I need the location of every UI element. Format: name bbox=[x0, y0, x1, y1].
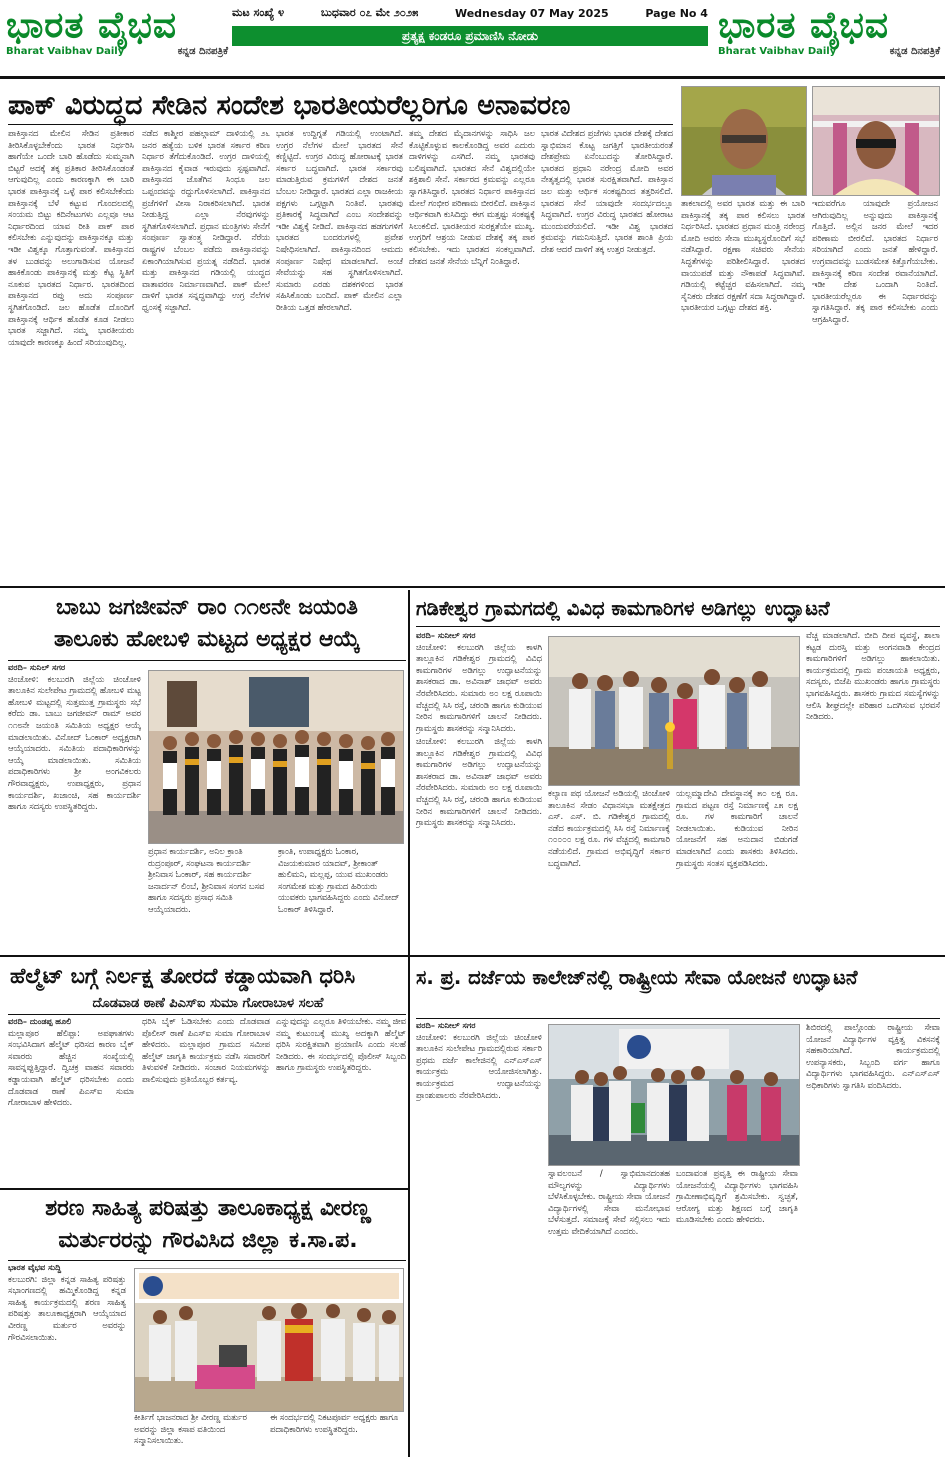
newspaper-subtitle-en: Bharat Vaibhav Daily bbox=[6, 46, 125, 57]
article5-byline: ಭಾರತ ವೈಭವ ಸುದ್ದಿ bbox=[8, 1262, 62, 1272]
article3-headline: ಗಡಿಕೇಶ್ವರ ಗ್ರಾಮಗದಲ್ಲಿ ವಿವಿಧ ಕಾಮಗಾರಿಗಳ ಅಡಿಗಲ್ಲು ಉದ್ಘಾಟನೆ bbox=[416, 597, 830, 620]
newspaper-subtitle-kn-right: ಕನ್ನಡ ದಿನಪತ್ರಿಕೆ bbox=[889, 46, 940, 57]
article5-underline bbox=[8, 1260, 406, 1261]
article6-body-mid1: ಸ್ವಾವಲಂಬನೆ / ಸ್ವಾಭಿಮಾನದಂತಹ ಮೌಲ್ಯಗಳನ್ನು ವಿದ್ಯಾರ್ಥಿಗಳು ಬೆಳೆಸಿಕೊಳ್ಳಬೇಕು. ರಾಷ್ಟ್ರೀಯ ಸೇವಾ ಯೋಜನೆ ವಿದ್ಯಾರ್ಥಿಗಳಲ್ಲಿ ಸೇವಾ ಮನೋಭಾವ ಬೆಳೆಸುತ್ತದೆ. ಸಮಾಜಕ್ಕೆ ಸೇವೆ ಸಲ್ಲಿಸಲು ಇದು ಉತ್ತಮ ವೇದಿಕೆಯಾಗಿದೆ ಎಂದರು. bbox=[548, 1168, 670, 1236]
date-english: Wednesday 07 May 2025 bbox=[454, 6, 609, 20]
date-kannada: ಬುಧವಾರ ೦೭ ಮೇ ೨೦೨೫ bbox=[320, 6, 419, 19]
article4-col1-text: ಮಲ್ಲಾಪೂರ ಹೆಲಿಪ್ಪಾ: ಅಪಘಾತಗಳು ಸಂಭವಿಸಿದಾಗ ಹೆಲ್ಮೆಟ್ ಧರಿಸದ ಕಾರಣ ಬೈಕ್ ಸವಾರರು ಹೆಚ್ಚಿನ ಸಂಖ್ಯೆಯಲ್ಲಿ ಸಾವನ್ನಪ್ಪುತ್ತಿದ್ದಾರೆ. ದ್ವಿಚಕ್ರ ವಾಹನ ಸವಾರರು ಕಡ್ಡಾಯವಾಗಿ ಹೆಲ್ಮೆಟ್ ಧರಿಸಬೇಕು ಎಂದು ದೊಡವಾಡ ಠಾಣೆ ಪಿಎಸ್ಐ ಸುಮಾ ಗೋರಾಬಾಳ ಹೇಳಿದರು. bbox=[8, 1027, 134, 1108]
article2-byline: ವರದಿ– ಸುನಿಲ್ ಸಗರ bbox=[8, 662, 66, 672]
article5-headline-line2: ಮರ್ತುರರನ್ನು ಗೌರವಿಸಿದ ಜಿಲ್ಲಾ ಕ.ಸಾ.ಪ. bbox=[58, 1228, 358, 1253]
article6-body-right: ಶಿಬಿರದಲ್ಲಿ ಪಾಲ್ಗೊಂಡು ರಾಷ್ಟ್ರೀಯ ಸೇವಾ ಯೋಜನೆ ವಿದ್ಯಾರ್ಥಿಗಳ ವ್ಯಕ್ತಿತ್ವ ವಿಕಸನಕ್ಕೆ ಸಹಕಾರಿಯಾಗಿದೆ. ಕಾರ್ಯಕ್ರಮದಲ್ಲಿ ಉಪನ್ಯಾಸಕರು, ಸಿಬ್ಬಂದಿ ವರ್ಗ ಹಾಗೂ ವಿದ್ಯಾರ್ಥಿಗಳು ಭಾಗವಹಿಸಿದ್ದರು. ಎನ್ಎಸ್ಎಸ್ ಅಧಿಕಾರಿಗಳು ಸ್ವಾಗತಿಸಿ ವಂದಿಸಿದರು. bbox=[806, 1022, 940, 1090]
article2-body bbox=[8, 662, 141, 948]
article5-body-text: ಕಲಬುರಗಿ: ಜಿಲ್ಲಾ ಕನ್ನಡ ಸಾಹಿತ್ಯ ಪರಿಷತ್ತು ಸಭಾಂಗಣದಲ್ಲಿ ಹಮ್ಮಿಕೊಂಡಿದ್ದ ಕನ್ನಡ ಸಾಹಿತ್ಯ ಕಾರ್ಯಕ್ರಮದಲ್ಲಿ ಶರಣ ಸಾಹಿತ್ಯ ಪರಿಷತ್ತು ತಾಲೂಕಾಧ್ಯಕ್ಷರಾಗಿ ಆಯ್ಕೆಯಾದ ವೀರಣ್ಣ ಮರ್ತುರ ಅವರನ್ನು ಗೌರವಿಸಲಾಯಿತು. bbox=[8, 1273, 126, 1342]
newspaper-title-right: ಭಾರತ ವೈಭವ bbox=[718, 4, 889, 46]
tagline-band: ಪ್ರತ್ಯಕ್ಷ ಕಂಡರೂ ಪ್ರಮಾಣಿಸಿ ನೋಡು bbox=[232, 26, 708, 46]
article3-body-right: ವೆಚ್ಚ ಮಾಡಲಾಗಿದೆ. ಬೀದಿ ದೀಪ ವ್ಯವಸ್ಥೆ, ಶಾಲಾ ಕಟ್ಟಡ ದುರಸ್ತಿ ಮತ್ತು ಅಂಗನವಾಡಿ ಕೇಂದ್ರದ ಕಾಮಗಾರಿಗಳಿಗೆ ಅಡಿಗಲ್ಲು ಹಾಕಲಾಯಿತು. ಕಾರ್ಯಕ್ರಮದಲ್ಲಿ ಗ್ರಾಮ ಪಂಚಾಯತಿ ಅಧ್ಯಕ್ಷರು, ಸದಸ್ಯರು, ಬಿಜೆಪಿ ಮುಖಂಡರು ಹಾಗೂ ಗ್ರಾಮಸ್ಥರು ಭಾಗವಹಿಸಿದ್ದರು. ಶಾಸಕರು ಗ್ರಾಮದ ಸಮಸ್ಯೆಗಳನ್ನು ಆಲಿಸಿ ಶೀಘ್ರದಲ್ಲೇ ಪರಿಹಾರ ಒದಗಿಸುವ ಭರವಸೆ ನೀಡಿದರು. bbox=[806, 630, 940, 722]
page-number: Page No 4 bbox=[645, 6, 708, 20]
article1-headline: ಪಾಕ್ ವಿರುದ್ಧದ ಸೇಡಿನ ಸಂದೇಶ ಭಾರತೀಯರೆಲ್ಲರಿಗೂ ಅನಾವರಣ bbox=[8, 90, 571, 121]
article3-byline: ವರದಿ– ಸುನೀಲ್ ಸಗರ bbox=[416, 630, 476, 640]
article2-underline bbox=[8, 660, 406, 661]
article4-col3: ಎನ್ನುವುದನ್ನು ಎಲ್ಲರೂ ತಿಳಿಯಬೇಕು. ನಮ್ಮ ಜೀವ ನಮ್ಮ ಕುಟುಂಬಕ್ಕೆ ಮುಖ್ಯ ಅದಕ್ಕಾಗಿ ಹೆಲ್ಮೆಟ್ ಧರಿಸಿ ಸುರಕ್ಷಿತವಾಗಿ ಪ್ರಯಾಣಿಸಿ ಎಂದು ಸಲಹೆ ನೀಡಿದರು. ಈ ಸಂದರ್ಭದಲ್ಲಿ ಪೊಲೀಸ್ ಸಿಬ್ಬಂದಿ ಹಾಗೂ ಗ್ರಾಮಸ್ಥರು ಉಪಸ್ಥಿತರಿದ್ದರು. bbox=[276, 1016, 406, 1073]
article2-headline-line1: ಬಾಬು ಜಗಜೀವನ್ ರಾಂ ೧೧೮ನೇ ಜಯಂತಿ bbox=[56, 595, 358, 620]
article1-col4: ತಮ್ಮ ದೇಶದ ಮೈದಾನಗಳನ್ನು ಸಾಧಿಸಿ ಜಲ ಕೊಟ್ಟಿಕೊಳ್ಳುವ ಕಾಲಕೊಂಡಿದ್ದ ಅವರ ಎದುರು ದಾಳಿಗಳನ್ನು ಎಸಗಿದೆ. ನಮ್ಮ ಭಾರತವು ಬಲಿಷ್ಠವಾಗಿದೆ. ಭಾರತದ ಸೇನೆ ವಿಶ್ವದಲ್ಲಿಯೇ ಶಕ್ತಿಶಾಲಿ ಸೇನೆ. ಸರ್ಕಾರದ ಕ್ರಮವನ್ನು ಎಲ್ಲರೂ ಸ್ವಾಗತಿಸಿದ್ದಾರೆ. ಭಾರತದ ನಿರ್ಧಾರ ಪಾಕಿಸ್ತಾನದ ಮೇಲೆ ಗಂಭೀರ ಪರಿಣಾಮ ಬೀರಲಿದೆ. ಪಾಕಿಸ್ತಾನ ಆರ್ಥಿಕವಾಗಿ ಕುಸಿದಿದ್ದು ಈಗ ಮತ್ತಷ್ಟು ಸಂಕಷ್ಟಕ್ಕೆ ಸಿಲುಕಲಿದೆ. ಭಾರತೀಯರ ಸುರಕ್ಷತೆಯೇ ಮುಖ್ಯ. ಉಗ್ರರಿಗೆ ಆಶ್ರಯ ನೀಡುವ ದೇಶಕ್ಕೆ ತಕ್ಕ ಪಾಠ ಕಲಿಸಬೇಕು. ಇದು ಭಾರತದ ಸಂಕಲ್ಪವಾಗಿದೆ. ದೇಶದ ಜನತೆ ಸೇನೆಯ ಬೆನ್ನಿಗೆ ನಿಂತಿದ್ದಾರೆ. bbox=[409, 128, 535, 266]
article2-caption-col1: ಪ್ರಧಾನ ಕಾರ್ಯದರ್ಶಿ, ಅನಿಲ ಕ್ರಾಂತಿ ರುದ್ರಂಪೂರ್, ಸಂಘಟನಾ ಕಾರ್ಯದರ್ಶಿ ಶ್ರೀನಿವಾಸ ಓಂಕಾರ್, ಸಹ ಕಾರ್ಯದರ್ಶಿ ಜನಾರ್ದನ್ ಲಿಂಬೆ, ಶ್ರೀನಿವಾಸ ಸಂಗನ ಬಸವ ಹಾಗೂ ಸದಸ್ಯರು ಪ್ರಸಾಧ ಸಮಿತಿ ಆಯ್ಕೆಯಾದರು. bbox=[148, 846, 265, 914]
article4-subhead: ದೊಡವಾಡ ಠಾಣೆ ಪಿಎಸ್ಐ ಸುಮಾ ಗೋರಾಬಾಳ ಸಲಹೆ bbox=[92, 996, 324, 1011]
masthead-logo-left bbox=[6, 4, 228, 74]
masthead-logo-right bbox=[718, 4, 940, 74]
article1-underline bbox=[8, 124, 673, 125]
article3-body-left-cont: ಚಿಂಚೋಳಿ: ಕಲಬುರಗಿ ಜಿಲ್ಲೆಯ ಕಾಳಗಿ ತಾಲ್ಲೂಕಿನ ಗಡಿಕೇಶ್ವರ ಗ್ರಾಮದಲ್ಲಿ ವಿವಿಧ ಕಾಮಗಾರಿಗಳ ಅಡಿಗಲ್ಲು ಉದ್ಘಾಟನೆಯನ್ನು ಶಾಸಕರಾದ ಡಾ. ಅವಿನಾಶ್ ಜಾಧವ್ ಅವರು ನೆರವೇರಿಸಿದರು. ಸುಮಾರು ೮೦ ಲಕ್ಷ ರೂಪಾಯಿ ವೆಚ್ಚದಲ್ಲಿ ಸಿಸಿ ರಸ್ತೆ, ಚರಂಡಿ ಹಾಗೂ ಕುಡಿಯುವ ನೀರಿನ ಕಾಮಗಾರಿಗಳಿಗೆ ಚಾಲನೆ ನೀಡಿದರು. ಗ್ರಾಮಸ್ಥರು ಶಾಸಕರನ್ನು ಸನ್ಮಾನಿಸಿದರು. bbox=[416, 736, 542, 828]
newspaper-title: ಭಾರತ ವೈಭವ bbox=[6, 4, 177, 46]
vertical-divider-2 bbox=[408, 957, 410, 1457]
article3-body-mid2: ಯಲ್ಲಮ್ಮಾದೇವಿ ದೇವಸ್ಥಾನಕ್ಕೆ ೫೦ ಲಕ್ಷ ರೂ. ಗ್ರಾಮದ ಪಟ್ಟಣ ರಸ್ತೆ ನಿರ್ಮಾಣಕ್ಕೆ ೭೫ ಲಕ್ಷ ರೂ. ಗಳ ಕಾಮಗಾರಿಗೆ ಚಾಲನೆ ನೀಡಲಾಯಿತು. ಕುಡಿಯುವ ನೀರಿನ ಯೋಜನೆಗೆ ಸಹ ಅನುದಾನ ಬಿಡುಗಡೆ ಮಾಡಲಾಗಿದೆ ಎಂದು ಶಾಸಕರು ತಿಳಿಸಿದರು. ಗ್ರಾಮಸ್ಥರು ಸಂತಸ ವ್ಯಕ್ತಪಡಿಸಿದರು. bbox=[676, 788, 798, 868]
article6-headline: ಸ. ಪ್ರ. ದರ್ಜೆಯ ಕಾಲೇಜ್‌ನಲ್ಲಿ ರಾಷ್ಟ್ರೀಯ ಸೇವಾ ಯೋಜನೆ ಉದ್ಘಾಟನೆ bbox=[416, 966, 858, 989]
article1-col5: ಭಾರತ ವಿದೇಶದ ಪ್ರಜೆಗಳು ಭಾರತ ದೇಶಕ್ಕೆ ದೇಶದ ಸ್ವಾಭಿಮಾನ ಕೊಟ್ಟ ಜಗತ್ತಿಗೆ ಭಾರತೀಯರಂತೆ ದೇಶಪ್ರೇಮ ಏನೆಂಬುದನ್ನು ತೋರಿಸಿದ್ದಾರೆ. ಭಾರತದ ಪ್ರಧಾನಿ ನರೇಂದ್ರ ಮೋದಿ ಅವರ ನೇತೃತ್ವದಲ್ಲಿ ಭಾರತ ಸುರಕ್ಷಿತವಾಗಿದೆ. ಪಾಕಿಸ್ತಾನ ಜಲ ಮತ್ತು ಆರ್ಥಿಕ ಸಂಕಷ್ಟದಿಂದ ತತ್ತರಿಸಲಿದೆ. ಭಾರತದ ಸೇನೆ ಯಾವುದೇ ಸಂದರ್ಭದಲ್ಲೂ ಸಿದ್ಧವಾಗಿದೆ. ಉಗ್ರರ ವಿರುದ್ಧ ಭಾರತದ ಹೋರಾಟ ಮುಂದುವರೆಯಲಿದೆ. ಇಡೀ ವಿಶ್ವ ಭಾರತದ ಕ್ರಮವನ್ನು ಗಮನಿಸುತ್ತಿದೆ. ಭಾರತ ಶಾಂತಿ ಪ್ರಿಯ ದೇಶ ಆದರೆ ದಾಳಿಗೆ ತಕ್ಕ ಉತ್ತರ ನೀಡುತ್ತದೆ. bbox=[541, 128, 673, 254]
article6-body-left-text: ಚಿಂಚೋಳಿ: ಕಲಬುರಗಿ ಜಿಲ್ಲೆಯ ಚಿಂಚೋಳಿ ತಾಲೂಕಿನ ಸುಲೇಪೇಟ ಗ್ರಾಮದಲ್ಲಿರುವ ಸರ್ಕಾರಿ ಪ್ರಥಮ ದರ್ಜೆ ಕಾಲೇಜಿನಲ್ಲಿ ಎನ್ಎಸ್ಎಸ್ ಕಾರ್ಯಕ್ರಮ ಆಯೋಜಿಸಲಾಗಿತ್ತು. ಕಾರ್ಯಕ್ರಮದ ಉದ್ಘಾಟನೆಯನ್ನು ಪ್ರಾಂಶುಪಾಲರು ನೆರವೇರಿಸಿದರು. bbox=[416, 1031, 542, 1100]
article1-col3: ಭಾರತ ಉದ್ದಿಗ್ನತೆ ಗಡಿಯಲ್ಲಿ ಉಂಟಾಗಿದೆ. ಉಗ್ರರ ನೆಲೆಗಳ ಮೇಲೆ ಭಾರತದ ಸೇನೆ ಕಣ್ಣಿಟ್ಟಿದೆ. ಉಗ್ರರ ವಿರುದ್ಧ ಹೋರಾಟಕ್ಕೆ ಭಾರತ ಸರ್ಕಾರ ಬದ್ಧವಾಗಿದೆ. ಭಾರತ ಸರ್ಕಾರವು ಮಾಡುತ್ತಿರುವ ಕ್ರಮಗಳಿಗೆ ದೇಶದ ಜನತೆ ಬೆಂಬಲ ನೀಡಿದ್ದಾರೆ. ಭಾರತದ ಎಲ್ಲಾ ರಾಜಕೀಯ ಪಕ್ಷಗಳು ಒಗ್ಗಟ್ಟಾಗಿ ನಿಂತಿವೆ. ಭಾರತವು ಪ್ರತಿಕಾರಕ್ಕೆ ಸಿದ್ಧವಾಗಿದೆ ಎಂಬ ಸಂದೇಶವನ್ನು ಇಡೀ ವಿಶ್ವಕ್ಕೆ ನೀಡಿದೆ. ಪಾಕಿಸ್ತಾನದ ಹಡಗುಗಳಿಗೆ ಭಾರತದ ಬಂದರುಗಳಲ್ಲಿ ಪ್ರವೇಶ ನಿಷೇಧಿಸಲಾಗಿದೆ. ಪಾಕಿಸ್ತಾನದಿಂದ ಆಮದು ಸಂಪೂರ್ಣ ನಿಷೇಧ ಮಾಡಲಾಗಿದೆ. ಅಂಚೆ ಸೇವೆಯನ್ನು ಸಹ ಸ್ಥಗಿತಗೊಳಿಸಲಾಗಿದೆ. ಸುಮಾರು ಎರಡು ದಶಕಗಳಿಂದ ಭಾರತ ಸಹಿಸಿಕೊಂಡು ಬಂದಿದೆ. ಪಾಕ್ ಮೇಲಿನ ಎಲ್ಲಾ ರೀತಿಯ ಒತ್ತಡ ಹೇರಲಾಗಿದೆ. bbox=[276, 128, 403, 312]
article5-body bbox=[8, 1262, 126, 1456]
article4-underline bbox=[8, 1014, 406, 1015]
vertical-divider-1 bbox=[408, 590, 410, 955]
article6-body-mid2: ಬಂದಾವಂತ ಪ್ರವೃತ್ತಿ ಈ ರಾಷ್ಟ್ರೀಯ ಸೇವಾ ಯೋಜನೆಯಲ್ಲಿ ವಿದ್ಯಾರ್ಥಿಗಳು ಭಾಗವಹಿಸಿ ಗ್ರಾಮೀಣಾಭಿವೃದ್ಧಿಗೆ ಶ್ರಮಿಸಬೇಕು. ಸ್ವಚ್ಛತೆ, ಆರೋಗ್ಯ ಮತ್ತು ಶಿಕ್ಷಣದ ಬಗ್ಗೆ ಜಾಗೃತಿ ಮೂಡಿಸಬೇಕು ಎಂದು ಹೇಳಿದರು. bbox=[676, 1168, 798, 1225]
article3-body-left-text: ಚಿಂಚೋಳಿ: ಕಲಬುರಗಿ ಜಿಲ್ಲೆಯ ಕಾಳಗಿ ತಾಲ್ಲೂಕಿನ ಗಡಿಕೇಶ್ವರ ಗ್ರಾಮದಲ್ಲಿ ವಿವಿಧ ಕಾಮಗಾರಿಗಳ ಅಡಿಗಲ್ಲು ಉದ್ಘಾಟನೆಯನ್ನು ಶಾಸಕರಾದ ಡಾ. ಅವಿನಾಶ್ ಜಾಧವ್ ಅವರು ನೆರವೇರಿಸಿದರು. ಸುಮಾರು ೮೦ ಲಕ್ಷ ರೂಪಾಯಿ ವೆಚ್ಚದಲ್ಲಿ ಸಿಸಿ ರಸ್ತೆ, ಚರಂಡಿ ಹಾಗೂ ಕುಡಿಯುವ ನೀರಿನ ಕಾಮಗಾರಿಗಳಿಗೆ ಚಾಲನೆ ನೀಡಿದರು. ಗ್ರಾಮಸ್ಥರು ಶಾಸಕರನ್ನು ಸನ್ಮಾನಿಸಿದರು. bbox=[416, 641, 542, 733]
article4-byline: ವರದಿ– ದುಂಡಪ್ಪ ಹೂಲಿ bbox=[8, 1016, 72, 1026]
article1-col2: ನಡೆದ ಕಾಶ್ಮೀರ ಪಹಲ್ಗಾಮ್ ದಾಳಿಯಲ್ಲಿ ೨೬ ಜನರ ಹತ್ಯೆಯ ಬಳಿಕ ಭಾರತ ಸರ್ಕಾರ ಕಠಿಣ ನಿರ್ಧಾರ ತೆಗೆದುಕೊಂಡಿದೆ. ಉಗ್ರರ ದಾಳಿಯಲ್ಲಿ ಪಾಕಿಸ್ತಾನದ ಕೈವಾಡ ಇರುವುದು ಸ್ಪಷ್ಟವಾಗಿದೆ. ಪಾಕಿಸ್ತಾನದ ಜೊತೆಗಿನ ಸಿಂಧೂ ಜಲ ಒಪ್ಪಂದವನ್ನು ರದ್ದುಗೊಳಿಸಲಾಗಿದೆ. ಪಾಕಿಸ್ತಾನದ ಪ್ರಜೆಗಳಿಗೆ ವೀಸಾ ನಿರಾಕರಿಸಲಾಗಿದೆ. ಭಾರತ ನೀಡುತ್ತಿದ್ದ ಎಲ್ಲಾ ನೆರವುಗಳನ್ನು ಸ್ಥಗಿತಗೊಳಿಸಲಾಗಿದೆ. ಪ್ರಧಾನ ಮಂತ್ರಿಗಳು ಸೇನೆಗೆ ಸಂಪೂರ್ಣ ಸ್ವಾತಂತ್ರ್ಯ ನೀಡಿದ್ದಾರೆ. ನೆರೆಯ ರಾಷ್ಟ್ರಗಳ ಬೆಂಬಲ ಪಡೆದು ಪಾಕಿಸ್ತಾನವನ್ನು ಏಕಾಂಗಿಯಾಗಿಸುವ ಪ್ರಯತ್ನ ನಡೆದಿದೆ. ಭಾರತ ಮತ್ತು ಪಾಕಿಸ್ತಾನದ ಗಡಿಯಲ್ಲಿ ಯುದ್ಧದ ವಾತಾವರಣ ನಿರ್ಮಾಣವಾಗಿದೆ. ಪಾಕ್ ಮೇಲೆ ದಾಳಿಗೆ ಭಾರತ ಸನ್ನದ್ಧವಾಗಿದ್ದು ಉಗ್ರ ನೆಲೆಗಳ ಧ್ವಂಸಕ್ಕೆ ಸಜ್ಜಾಗಿದೆ. bbox=[142, 128, 270, 312]
section-divider-3 bbox=[0, 1188, 408, 1190]
article1-col1: ಪಾಕಿಸ್ತಾನದ ಮೇಲಿನ ಸೇಡಿನ ಪ್ರತೀಕಾರ ತೀರಿಸಿಕೊಳ್ಳಬೇಕೆಂದು ಭಾರತ ನಿರ್ಧರಿಸಿ ಹಾಗೆಯೇ ಒಂದೇ ಬಾರಿ ಹೊಡೆದು ಸುಮ್ಮನಾಗಿ ಬಿಟ್ಟರೆ ಅದಕ್ಕೆ ತಕ್ಕ ಪ್ರತಿಕಾರ ತೀರಿಸಿಕೊಂಡಂತೆ ಆಗುವುದಿಲ್ಲ ಎಂದು ಕಾರಣಕ್ಕಾಗಿ ಈ ಬಾರಿ ಭಾರತ ಪಾಕಿಸ್ತಾನಕ್ಕೆ ಒಳ್ಳೆ ಪಾಠ ಕಲಿಸಬೇಕೆಂದು ಪಾಕಿಸ್ತಾನಕ್ಕೆ ಬೆಳೆ ಕಟ್ಟುವ ಗೊಂದಲದಲ್ಲಿ ಸಂಯಮ ಬಿಟ್ಟು ಕದಿನೇಟುಗಳು ಎಲ್ಲವೂ ಆಟ ನಿರ್ಧಾರದಿಂದ ಯಾವ ರೀತಿ ಪಾಕ್ ಪಾಠ ಕಲಿಸಬೇಕು ಎನ್ನುವುದನ್ನು ಪಾಕಿಸ್ತಾನಕ್ಕೂ ಮತ್ತು ಇಡೀ ವಿಶ್ವಕ್ಕೂ ಗೊತ್ತಾಗುವಂತೆ. ಪಾಕಿಸ್ತಾನದ ತಳ ಬುಡವನ್ನು ಅಲುಗಾಡಿಸುವ ಯೋಜನೆ ಹಾಕಿಕೊಂಡು ಪಾಕಿಸ್ತಾನಕ್ಕೆ ಮತ್ತು ಕೆಟ್ಟ ಸ್ಥಿತಿಗೆ ನೂಕುವ ಭಾರತದ ನಿರ್ಧಾರ. ಭಾರತದಿಂದ ಪಾಕಿಸ್ತಾನದ ರಪ್ತು ಅದು ಸಂಪೂರ್ಣ ಸ್ಥಗಿತಗೊಂಡಿದೆ. ಜಲ ಹೊಡೆತ ದೊಂದಿಗೆ ಪಾಕಿಸ್ತಾನಕ್ಕೆ ಆರ್ಥಿಕ ಹೊಡೆತ ಕೂಡ ನೀಡಲು ಭಾರತ ಸಜ್ಜಾಗಿದೆ. ನಮ್ಮ ಭಾರತೀಯರು ಯಾವುದೇ ಕಾರಣಕ್ಕೂ ಹಿಂದೆ ಸರಿಯುವುದಿಲ್ಲ. bbox=[8, 128, 134, 347]
section-divider-1 bbox=[0, 586, 945, 588]
lamp-lighting-photo bbox=[548, 636, 800, 786]
article3-body-mid1: ಕಲ್ಯಾಣ ಪಥ ಯೋಜನೆ ಅಡಿಯಲ್ಲಿ ಚಿಂಚೋಳಿ ತಾಲೂಕಿನ ಸೇಡಂ ವಿಧಾನಸಭಾ ಮತಕ್ಷೇತ್ರದ ಎಸ್. ಎಸ್. ಬಿ. ಗಡಿಕೇಶ್ವರ ಗ್ರಾಮದಲ್ಲಿ ನಡೆದ ಕಾರ್ಯಕ್ರಮದಲ್ಲಿ ಸಿಸಿ ರಸ್ತೆ ನಿರ್ಮಾಣಕ್ಕೆ ೧೦೦೦೦ ಲಕ್ಷ ರೂ. ಗಳ ವೆಚ್ಚದಲ್ಲಿ ಕಾಮಗಾರಿ ನಡೆಯಲಿದೆ. ಗ್ರಾಮದ ಅಭಿವೃದ್ಧಿಗೆ ಸರ್ಕಾರ ಬದ್ಧವಾಗಿದೆ. bbox=[548, 788, 670, 868]
felicitation-photo bbox=[134, 1268, 404, 1412]
article3-underline bbox=[416, 626, 940, 627]
article2-headline-line2: ತಾಲೂಕು ಹೋಬಳಿ ಮಟ್ಟದ ಅಧ್ಯಕ್ಷರ ಆಯ್ಕೆ bbox=[53, 627, 361, 652]
article2-caption-col2: ಕ್ರಾಂತಿ, ಉಪಾಧ್ಯಕ್ಷರು ಓಂಕಾರ, ವಿಜಯಕುಮಾರ ಯಾದವ್, ಶ್ರೀಕಾಂತ್ ಹುಲಿಮನಿ, ಮಲ್ಲಪ್ಪ, ಯುವ ಮುಖಂಡರು ಸಂಗಮೇಶ ಮತ್ತು ಗ್ರಾಮದ ಹಿರಿಯರು ಯುವಕರು ಭಾಗವಹಿಸಿದ್ದರು ಎಂದು ವಿನೋದ್ ಓಂಕಾರ್ ತಿಳಿಸಿದ್ದಾರೆ. bbox=[278, 846, 400, 914]
article5-headline-line1: ಶರಣ ಸಾಹಿತ್ಯ ಪರಿಷತ್ತು ತಾಲೂಕಾಧ್ಯಕ್ಷ ವೀರಣ್ಣ bbox=[45, 1196, 371, 1221]
issue-number: ಮಟ ಸಂಖ್ಯೆ ೪ bbox=[232, 6, 285, 19]
article1-col7: ಇದುವರೆಗೂ ಯಾವುದೇ ಪ್ರಯೋಜನ ಆಗಿರುವುದಿಲ್ಲ ಅನ್ನುವುದು ಪಾಕಿಸ್ತಾನಕ್ಕೆ ಗೊತ್ತಿದೆ. ಅಲ್ಲಿನ ಜನರ ಮೇಲೆ ಇದರ ಪರಿಣಾಮ ಬೀರಲಿದೆ. ಭಾರತದ ನಿರ್ಧಾರ ಸರಿಯಾಗಿದೆ ಎಂದು ಜನತೆ ಹೇಳಿದ್ದಾರೆ. ಉಗ್ರವಾದವನ್ನು ಬುಡಸಮೇತ ಕಿತ್ತೊಗೆಯಬೇಕು. ಪಾಕಿಸ್ತಾನಕ್ಕೆ ಕಠಿಣ ಸಂದೇಶ ರವಾನೆಯಾಗಿದೆ. ಇಡೀ ದೇಶ ಒಂದಾಗಿ ನಿಂತಿದೆ. ಭಾರತೀಯರೆಲ್ಲರೂ ಈ ನಿರ್ಧಾರವನ್ನು ಸ್ವಾಗತಿಸಿದ್ದಾರೆ. ತಕ್ಕ ಪಾಠ ಕಲಿಸಬೇಕು ಎಂದು ಆಗ್ರಹಿಸಿದ್ದಾರೆ. bbox=[812, 198, 938, 324]
article6-body-left bbox=[416, 1020, 542, 1456]
article1-col6: ತಾಕಲಾದಲ್ಲಿ ಅವರ ಭಾರತ ಮತ್ತು ಈ ಬಾರಿ ಪಾಕಿಸ್ತಾನಕ್ಕೆ ತಕ್ಕ ಪಾಠ ಕಲಿಸಲು ಭಾರತ ನಿರ್ಧರಿಸಿದೆ. ಭಾರತದ ಪ್ರಧಾನ ಮಂತ್ರಿ ನರೇಂದ್ರ ಮೋದಿ ಅವರು ಸೇನಾ ಮುಖ್ಯಸ್ಥರೊಂದಿಗೆ ಸಭೆ ನಡೆಸಿದ್ದಾರೆ. ರಕ್ಷಣಾ ಸಚಿವರು ಸೇನೆಯ ಸಿದ್ಧತೆಗಳನ್ನು ಪರಿಶೀಲಿಸಿದ್ದಾರೆ. ಭಾರತದ ವಾಯುಪಡೆ ಮತ್ತು ನೌಕಾಪಡೆ ಸಿದ್ಧವಾಗಿವೆ. ಗಡಿಯಲ್ಲಿ ಕಟ್ಟೆಚ್ಚರ ವಹಿಸಲಾಗಿದೆ. ನಮ್ಮ ಸೈನಿಕರು ದೇಶದ ರಕ್ಷಣೆಗೆ ಸದಾ ಸಿದ್ಧರಾಗಿದ್ದಾರೆ. ಭಾರತೀಯರ ಒಗ್ಗಟ್ಟು ದೇಶದ ಶಕ್ತಿ. bbox=[681, 198, 805, 313]
portrait-photo-1 bbox=[681, 86, 807, 196]
newspaper-subtitle-kn: ಕನ್ನಡ ದಿನಪತ್ರಿಕೆ bbox=[177, 46, 228, 57]
portrait-photo-2 bbox=[812, 86, 940, 196]
article4-col1 bbox=[8, 1016, 134, 1182]
article6-underline bbox=[416, 1018, 940, 1019]
article5-caption-col2: ಈ ಸಂದರ್ಭದಲ್ಲಿ ನಿಕಟಪೂರ್ವ ಅಧ್ಯಕ್ಷರು ಹಾಗೂ ಪದಾಧಿಕಾರಿಗಳು ಉಪಸ್ಥಿತರಿದ್ದರು. bbox=[270, 1412, 399, 1434]
article5-caption-col1: ಕೀರ್ತಿಗೆ ಭಾಜನರಾದ ಶ್ರೀ ವೀರಣ್ಣ ಮರ್ತುರ ಅವರನ್ನು ಜಿಲ್ಲಾ ಕಸಾಪ ವತಿಯಿಂದ ಸನ್ಮಾನಿಸಲಾಯಿತು. bbox=[134, 1412, 247, 1446]
masthead-rule bbox=[0, 76, 945, 79]
section-divider-2 bbox=[0, 955, 945, 957]
issue-info-bar bbox=[232, 4, 708, 22]
group-photo bbox=[148, 670, 404, 844]
article4-headline: ಹೆಲ್ಮೆಟ್ ಬಗ್ಗೆ ನಿರ್ಲಕ್ಷ ತೋರದೆ ಕಡ್ಡಾಯವಾಗಿ ಧರಿಸಿ bbox=[10, 964, 356, 988]
article6-byline: ವರದಿ– ಸುನೀಲ್ ಸಗರ bbox=[416, 1020, 476, 1030]
article2-body-text: ಚಿಂಚೋಳಿ: ಕಲಬುರಗಿ ಜಿಲ್ಲೆಯ ಚಿಂಚೋಳಿ ತಾಲೂಕಿನ ಸುಲೇಪೇಟ ಗ್ರಾಮದಲ್ಲಿ ಹೋಬಳಿ ಮಟ್ಟ ಹೋಬಳಿ ಮಟ್ಟದಲ್ಲಿ ಸುತ್ತಮುತ್ತ ಗ್ರಾಮಸ್ಥರು ಸಭೆ ಕರೆದು ಡಾ. ಬಾಬು ಜಗಜೀವನ್ ರಾಮ್ ಅವರ ೧೧೮ನೇ ಜಯಂತಿ ಸಮಿತಿಯ ಅಧ್ಯಕ್ಷರ ಆಯ್ಕೆ ಮಾಡಲಾಯಿತು. ವಿನೋದ್ ಓಂಕಾರ್ ಅಧ್ಯಕ್ಷರಾಗಿ ಆಯ್ಕೆಯಾದರು. ಸಮಿತಿಯ ಪದಾಧಿಕಾರಿಗಳನ್ನು ಆಯ್ಕೆ ಮಾಡಲಾಯಿತು. ಸಮಿತಿಯ ಪದಾಧಿಕಾರಿಗಳು ಶ್ರೀ ಅಂಗವಿಕಲರು ಗೌರವಾಧ್ಯಕ್ಷರು, ಉಪಾಧ್ಯಕ್ಷರು, ಪ್ರಧಾನ ಕಾರ್ಯದರ್ಶಿ, ಖಜಾಂಚಿ, ಸಹ ಕಾರ್ಯದರ್ಶಿ ಹಾಗೂ ಸದಸ್ಯರು ಉಪಸ್ಥಿತರಿದ್ದರು. bbox=[8, 673, 141, 812]
newspaper-subtitle-en-right: Bharat Vaibhav Daily bbox=[718, 46, 837, 57]
article4-col2: ಧರಿಸಿ ಬೈಕ್ ಓಡಿಸಬೇಕು ಎಂದು ದೊಡವಾಡ ಪೊಲೀಸ್ ಠಾಣೆ ಪಿಎಸ್ಐ ಸುಮಾ ಗೋರಾಬಾಳ ಹೇಳಿದರು. ಮಲ್ಲಾಪೂರ ಗ್ರಾಮದ ಸಮೀಪ ಹೆಲ್ಮೆಟ್ ಜಾಗೃತಿ ಕಾರ್ಯಕ್ರಮ ನಡೆಸಿ ಸವಾರರಿಗೆ ತಿಳುವಳಿಕೆ ನೀಡಿದರು. ಸಂಚಾರ ನಿಯಮಗಳನ್ನು ಪಾಲಿಸುವುದು ಪ್ರತಿಯೊಬ್ಬರ ಕರ್ತವ್ಯ. bbox=[142, 1016, 270, 1084]
college-event-photo bbox=[548, 1024, 800, 1166]
article3-body-left bbox=[416, 630, 542, 734]
